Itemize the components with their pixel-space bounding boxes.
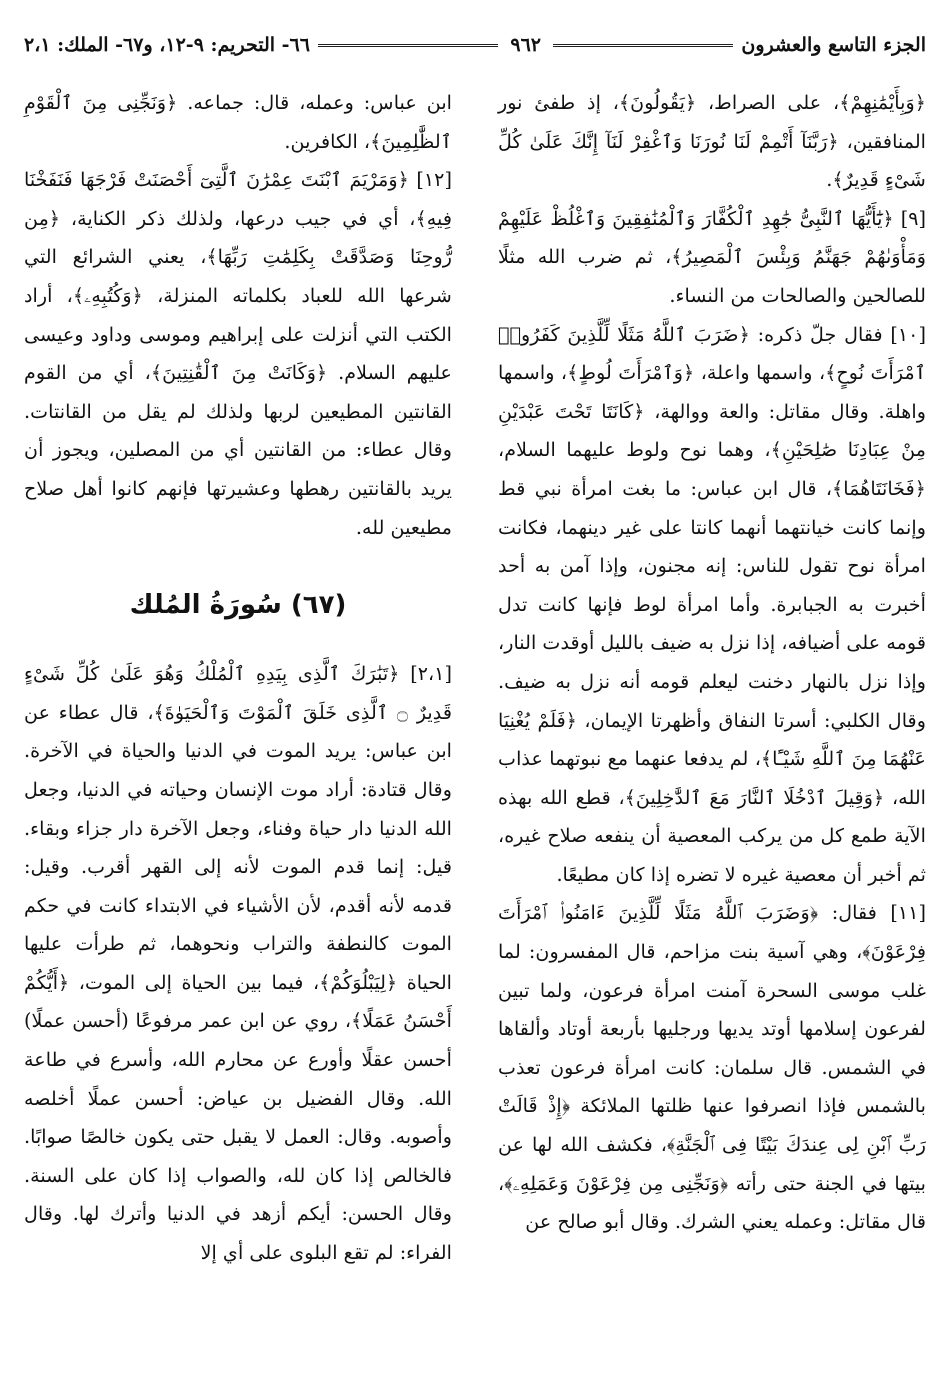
- paragraph: ابن عباس: وعمله، قال: جماعه. ﴿وَنَجِّنِى مِنَ ٱلْقَوْمِ ٱلظَّٰلِمِينَ﴾، الكافرين.: [24, 91, 452, 153]
- paragraph: [١٠] فقال جلّ ذكره: ﴿ضَرَبَ ٱللَّهُ مَثَلًا لِّلَّذِينَ كَفَرُوا۟ ٱمْرَأَتَ نُوحٍ﴾، واسمها واعلة، ﴿وَٱمْرَأَتَ لُوطٍ﴾، واسمها واهلة. وقال مقاتل: والعة ووالهة، ﴿كَانَتَا تَحْتَ عَبْدَيْنِ مِنْ عِبَادِنَا صَٰلِحَيْنِ﴾، وهما نوح ولوط عليهما السلام، ﴿فَخَانَتَاهُمَا﴾، قال ابن عباس: ما بغت امرأة نبي قط وإنما كانت خيانتهما أنهما كانتا على غير دينهما، فكانت امرأة نوح تقول للناس: إنه مجنون، وإذا آمن به أحد أخبرت به الجبابرة. وأما امرأة لوط فإنها كانت تدل قومه على أضيافه، إذا نزل به ضيف بالليل أوقدت النار، وإذا نزل بالنهار دخنت ليعلم قومه أنه نزل به ضيف. وقال الكلبي: أسرتا النفاق وأظهرتا الإيمان، ﴿فَلَمْ يُغْنِيَا عَنْهُمَا مِنَ ٱللَّهِ شَيْـًٔا﴾، لم يدفعا عنهما مع نبوتهما عذاب الله، ﴿وَقِيلَ ٱدْخُلَا ٱلنَّارَ مَعَ ٱلدَّٰخِلِينَ﴾، قطع الله بهذه الآية طمع كل من يركب المعصية أن ينفعه صلاح غيره، ثم أخبر أن معصية غيره لا تضره إذا كان مطيعًا.: [498, 322, 926, 886]
- paragraph: [٩] ﴿يَٰٓأَيُّهَا ٱلنَّبِىُّ جَٰهِدِ ٱلْكُفَّارَ وَٱلْمُنَٰفِقِينَ وَٱغْلُظْ عَلَيْهِمْ وَمَأْوَىٰهُمْ جَهَنَّمُ وَبِئْسَ ٱلْمَصِيرُ﴾، ثم ضرب الله مثلًا للصالحين والصالحات من النساء.: [498, 206, 926, 307]
- paragraph: [٢،١] ﴿تَبَٰرَكَ ٱلَّذِى بِيَدِهِ ٱلْمُلْكُ وَهُوَ عَلَىٰ كُلِّ شَىْءٍ قَدِيرٌ ۝ ٱلَّذِى خَلَقَ ٱلْمَوْتَ وَٱلْحَيَوٰةَ﴾، قال عطاء عن ابن عباس: يريد الموت في الدنيا والحياة في الآخرة. وقال قتادة: أراد موت الإنسان وحياته في الدنيا، وجعل الله الدنيا دار حياة وفناء، وجعل الآخرة دار جزاء وبقاء. قيل: إنما قدم الموت لأنه إلى القهر أقرب. وقيل: قدمه لأنه أقدم، لأن الأشياء في الابتداء كانت في حكم الموت كالنطفة والتراب ونحوهما، ثم طرأت عليها الحياة ﴿لِيَبْلُوَكُمْ﴾، فيما بين الحياة إلى الموت، ﴿أَيُّكُمْ أَحْسَنُ عَمَلًا﴾، روي عن ابن عمر مرفوعًا (أحسن عملًا) أحسن عقلًا وأورع عن محارم الله، وأسرع في طاعة الله. وقال الفضيل بن عياض: أحسن عملًا أخلصه وأصوبه. وقال: العمل لا يقبل حتى يكون خالصًا صوابًا. فالخالص إذا كان لله، والصواب إذا كان على السنة. وقال الحسن: أيكم أزهد في الدنيا وأترك لها. وقال الفراء: لم تقع البلوى على أي إلا: [24, 662, 453, 1265]
- right-column: [498, 84, 926, 1242]
- header-part: الجزء التاسع والعشرون: [741, 34, 926, 56]
- page: [24, 14, 926, 1369]
- running-header: [24, 28, 926, 62]
- paragraph: [١٢] ﴿وَمَرْيَمَ ٱبْنَتَ عِمْرَٰنَ ٱلَّتِىٓ أَحْصَنَتْ فَرْجَهَا فَنَفَخْنَا فِيهِ﴾، أي في جيب درعها، ولذلك ذكر الكناية، ﴿مِن رُّوحِنَا وَصَدَّقَتْ بِكَلِمَٰتِ رَبِّهَا﴾، يعني الشرائع التي شرعها الله للعباد بكلماته المنزلة، ﴿وَكُتُبِهِۦ﴾، أراد الكتب التي أنزلت على إبراهيم وموسى وداود وعيسى عليهم السلام. ﴿وَكَانَتْ مِنَ ٱلْقَٰنِتِينَ﴾، أي من القوم القانتين المطيعين لربها ولذلك لم يقل من القانتات. وقال عطاء: من القانتين أي من المصلين، ويجوز أن يريد بالقانتين رهطها وعشيرتها فإنهم كانوا أهل صلاح مطيعين لله.: [24, 168, 452, 539]
- left-column: [24, 84, 452, 1273]
- header-rule-right: [553, 44, 733, 47]
- paragraph: ﴿وَبِأَيْمَٰنِهِمْ﴾، على الصراط، ﴿يَقُولُونَ﴾، إذ طفئ نور المنافقين، ﴿رَبَّنَآ أَتْمِمْ لَنَا نُورَنَا وَٱغْفِرْ لَنَآ إِنَّكَ عَلَىٰ كُلِّ شَىْءٍ قَدِيرٌ﴾.: [498, 91, 926, 192]
- page-number: ٩٦٢: [510, 34, 541, 56]
- header-rule-left: [318, 44, 498, 47]
- header-reference: ٦٦- التحريم: ٩-١٢، و٦٧- الملك: ٢،١: [23, 34, 310, 56]
- paragraph: [١١] فقال: ﴿وَضَرَبَ ٱللَّهُ مَثَلًا لِّلَّذِينَ ءَامَنُوا۟ ٱمْرَأَتَ فِرْعَوْنَ﴾، وهي آسية بنت مزاحم، قال المفسرون: لما غلب موسى السحرة آمنت امرأة فرعون، ولما تبين لفرعون إسلامها أوتد يديها ورجليها بأربعة أوتاد وألقاها في الشمس. قال سلمان: كانت امرأة فرعون تعذب بالشمس فإذا انصرفوا عنها ظلتها الملائكة ﴿إِذْ قَالَتْ رَبِّ ٱبْنِ لِى عِندَكَ بَيْتًا فِى ٱلْجَنَّةِ﴾، فكشف الله لها عن بيتها في الجنة حتى رأته ﴿وَنَجِّنِى مِن فِرْعَوْنَ وَعَمَلِهِۦ﴾، قال مقاتل: وعمله يعني الشرك. وقال أبو صالح عن: [498, 901, 926, 1234]
- sura-title: (٦٧) سُورَةُ المُلك: [129, 590, 347, 621]
